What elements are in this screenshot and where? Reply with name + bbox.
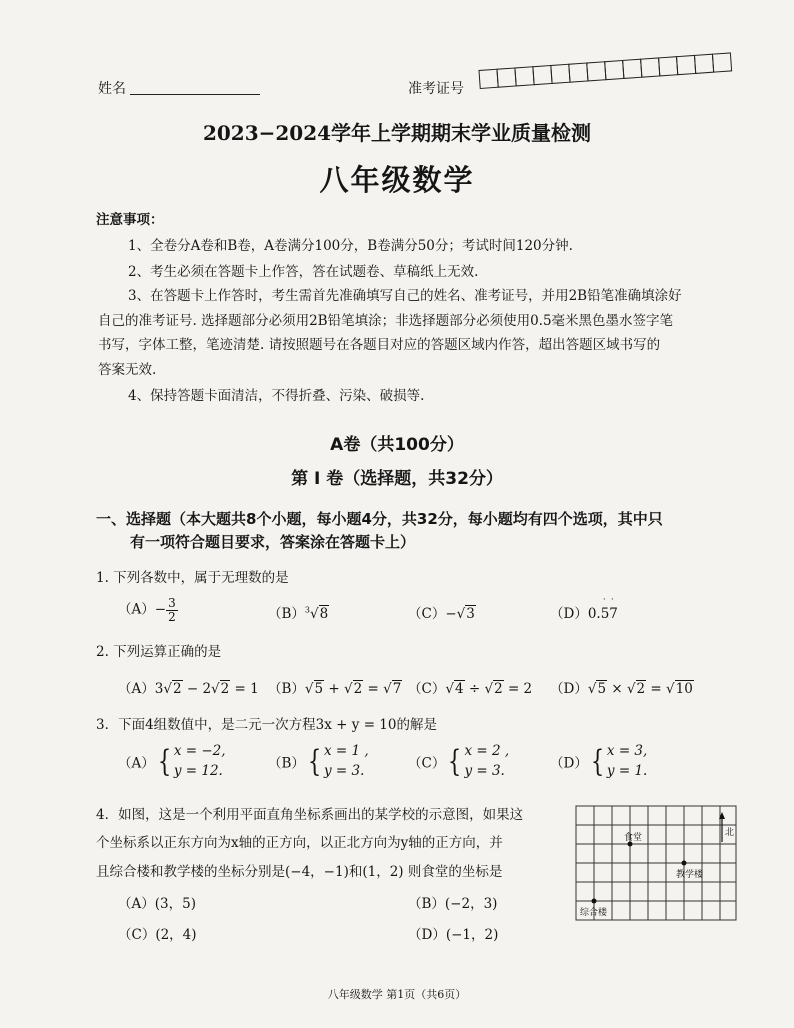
note-item: 4、保持答题卡面清洁，不得折叠、污染、破损等. bbox=[128, 388, 425, 404]
repeat-dots: ˙ ˙ bbox=[601, 598, 615, 609]
q2-option-a: （A）3√2 − 2√2 = 1 bbox=[118, 681, 259, 697]
note-item: 书写，字体工整，笔迹清楚. 请按照题号在各题目对应的答题区域内作答，超出答题区域书写的 bbox=[98, 337, 661, 353]
q3-option-b bbox=[268, 742, 369, 781]
q2-option-d: （D）√5 × √2 = √10 bbox=[550, 681, 693, 697]
q4-option-d: （D）(−1，2) bbox=[408, 927, 499, 943]
operator: − 2 bbox=[182, 681, 212, 697]
equation-system bbox=[305, 742, 369, 781]
name-field bbox=[98, 78, 260, 98]
equals: = bbox=[363, 681, 384, 697]
equation-rows bbox=[607, 742, 647, 781]
brace: { bbox=[590, 743, 605, 779]
q1-b-label: （B） bbox=[268, 606, 305, 622]
equation-row: x = −2, bbox=[173, 743, 226, 759]
canteen-label: 食堂 bbox=[624, 833, 643, 843]
repeating-digits bbox=[600, 598, 618, 622]
radicand: 3 bbox=[466, 606, 475, 622]
equation-row: y = 12. bbox=[173, 762, 223, 779]
radicand: 8 bbox=[319, 606, 329, 622]
q4-option-b: （B）(−2，3) bbox=[408, 896, 498, 912]
q1-d-label: （D）0. bbox=[550, 606, 601, 622]
exam-id-label: 准考证号 bbox=[408, 81, 464, 97]
equation-row: y = 1. bbox=[606, 762, 648, 779]
campus-map bbox=[572, 802, 744, 926]
equation-row: x = 3, bbox=[606, 743, 648, 759]
q1-option-b: $(B)^3√8$ bbox=[268, 605, 329, 622]
fraction bbox=[166, 597, 178, 623]
q1-stem: 1. 下列各数中，属于无理数的是 bbox=[96, 570, 289, 586]
equation-system bbox=[155, 742, 226, 781]
note-item: 2、考生必须在答题卡上作答，答在试题卷、草稿纸上无效. bbox=[128, 264, 479, 280]
q4-option-a: （A）(3，5) bbox=[118, 896, 196, 912]
map-grid bbox=[576, 806, 736, 920]
id-box bbox=[712, 52, 732, 72]
teaching-label: 教学楼 bbox=[676, 870, 704, 880]
note-item: 答案无效. bbox=[98, 362, 157, 378]
subject-title: 八年级数学 bbox=[319, 163, 475, 197]
equals: = bbox=[646, 681, 667, 697]
q3-a-label: （A） bbox=[118, 755, 155, 772]
q1-option-c: （C）−√3 bbox=[408, 606, 475, 622]
north-label: 北 bbox=[725, 828, 735, 838]
q3-stem: 3．下面4组数值中，是二元一次方程3x + y = 10的解是 bbox=[96, 717, 437, 733]
part-one-title: 第 I 卷（选择题，共32分） bbox=[291, 469, 503, 489]
complex-dot bbox=[592, 899, 597, 904]
repeating-digits-text: 57 bbox=[600, 606, 618, 622]
operator: + bbox=[324, 681, 345, 697]
radicand: 2 bbox=[636, 681, 646, 697]
radicand: 2 bbox=[172, 681, 182, 697]
q3-option-c bbox=[408, 742, 509, 781]
radicand: 2 bbox=[353, 681, 363, 697]
q2-b-label: （B） bbox=[268, 681, 305, 697]
q1-option-a bbox=[118, 597, 178, 623]
q3-b-label: （B） bbox=[268, 755, 305, 772]
section-one-heading-cont: 有一项符合题目要求，答案涂在答题卡上） bbox=[130, 533, 416, 551]
result: = 2 bbox=[503, 681, 533, 697]
radicand: 2 bbox=[220, 681, 230, 697]
equation-rows bbox=[324, 742, 369, 781]
q1-option-d bbox=[550, 598, 618, 622]
name-blank-line bbox=[130, 94, 260, 95]
q2-option-c: （C）√4 ÷ √2 = 2 bbox=[408, 681, 533, 697]
exam-title: 2023−2024学年上学期期末学业质量检测 bbox=[202, 121, 592, 145]
equation-rows bbox=[464, 742, 509, 781]
radicand: 7 bbox=[392, 681, 402, 697]
name-label: 姓名 bbox=[98, 81, 126, 97]
section-one-heading: 一、选择题（本大题共8个小题，每小题4分，共32分，每小题均有四个选项，其中只 bbox=[96, 510, 663, 528]
radicand: 5 bbox=[314, 681, 324, 697]
q3-option-d bbox=[550, 742, 647, 781]
q4-option-c: （C）(2，4) bbox=[118, 927, 197, 943]
equation-row: y = 3. bbox=[464, 762, 505, 779]
operator: ÷ bbox=[464, 681, 485, 697]
equation-system bbox=[588, 742, 648, 781]
fraction-numerator: 3 bbox=[168, 596, 176, 610]
radicand: 10 bbox=[675, 681, 693, 697]
q2-stem: 2. 下列运算正确的是 bbox=[96, 644, 222, 660]
q3-d-label: （D） bbox=[550, 755, 588, 772]
q4-stem-line: 个坐标系以正东方向为x轴的正方向，以正北方向为y轴的正方向，并 bbox=[96, 835, 503, 851]
equation-row: x = 2 , bbox=[464, 743, 510, 759]
exam-id-boxes bbox=[478, 53, 729, 92]
q3-option-a bbox=[118, 742, 226, 781]
result: = 1 bbox=[230, 681, 259, 697]
radicand: 5 bbox=[597, 681, 607, 697]
equation-system bbox=[445, 742, 509, 781]
operator: × bbox=[607, 681, 627, 697]
equation-row: x = 1 , bbox=[324, 743, 369, 759]
root-index: 3 bbox=[304, 605, 311, 615]
teaching-dot bbox=[682, 861, 687, 866]
q2-option-b: （B）√5 + √2 = √7 bbox=[268, 681, 402, 697]
q1-a-label: （A）− bbox=[118, 601, 167, 618]
radicand: 4 bbox=[454, 681, 464, 697]
brace: { bbox=[157, 743, 171, 779]
fraction-denominator: 2 bbox=[168, 609, 176, 624]
q2-d-label: （D） bbox=[550, 681, 588, 697]
q4-stem-line: 且综合楼和教学楼的坐标分别是(−4，−1)和(1，2) 则食堂的坐标是 bbox=[96, 864, 503, 880]
q3-c-label: （C） bbox=[408, 755, 446, 772]
radicand: 2 bbox=[494, 681, 503, 697]
note-item: 自己的准考证号. 选择题部分必须用2B铅笔填涂；非选择题部分必须使用0.5毫米黑色墨水签字笔 bbox=[98, 313, 674, 329]
complex-label: 综合楼 bbox=[580, 908, 608, 918]
q2-c-label: （C） bbox=[408, 681, 446, 697]
notes-heading: 注意事项： bbox=[96, 212, 164, 228]
q2-a-label: （A）3 bbox=[118, 681, 164, 697]
q4-stem-line: 4．如图，这是一个利用平面直角坐标系画出的某学校的示意图，如果这 bbox=[96, 807, 524, 823]
equation-rows bbox=[174, 742, 226, 781]
brace: { bbox=[448, 743, 462, 779]
equation-row: y = 3. bbox=[324, 762, 365, 779]
q1-c-label: （C）− bbox=[408, 606, 457, 622]
note-item: 1、全卷分A卷和B卷，A卷满分100分，B卷满分50分；考试时间120分钟. bbox=[128, 238, 573, 254]
page-footer: 八年级数学 第1页（共6页） bbox=[327, 988, 467, 1001]
section-a-title: A卷（共100分） bbox=[330, 435, 464, 455]
brace: { bbox=[307, 743, 322, 779]
note-item: 3、在答题卡上作答时，考生需首先准确填写自己的姓名、准考证号，并用2B铅笔准确填涂好 bbox=[128, 288, 682, 304]
